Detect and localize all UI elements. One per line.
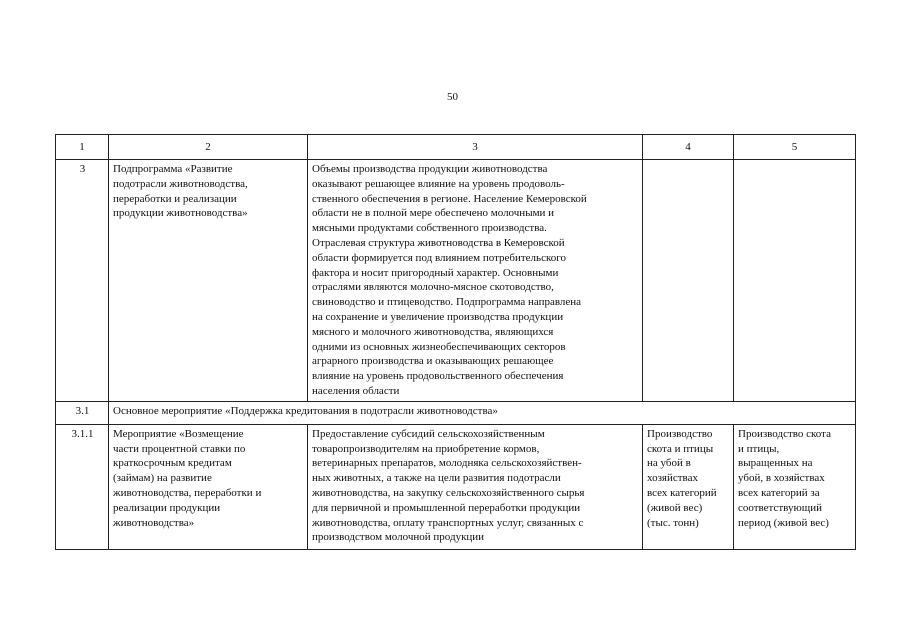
column-header: 4: [643, 135, 734, 160]
indicator-name: [643, 160, 734, 402]
column-header: 5: [734, 135, 856, 160]
page-number: 50: [447, 91, 458, 103]
indicator-name: Производство скота и птицы на убой в хозяйствах всех категорий (живой вес) (тыс. тонн): [643, 424, 734, 549]
activity-description: Предоставление субсидий сельскохозяйственным товаропроизводителям на приобретение кормов, ветеринарных препаратов, молодняка сельскохозяйствен- ных животных, а также на цели развития подотрасли животноводства, на закупку сельскохозяйственного сырья для первичной и промышленной переработки продукции животноводства, оплату транспортных услуг, связанных с производством молочной продукции: [308, 424, 643, 549]
row-number: 3.1: [56, 401, 109, 424]
indicator-method: Производство скота и птицы, выращенных на убой, в хозяйствах всех категорий за соответствующий период (живой вес): [734, 424, 856, 549]
table-row: [56, 401, 856, 424]
table-row: [56, 160, 856, 402]
subprogram-description: Объемы производства продукции животноводства оказывают решающее влияние на уровень продоволь- ственного обеспечения в регионе. Население Кемеровской области не в полной мере обеспечено молочными и мясными продуктами собственного производства. Отраслевая структура животноводства в Кемеровской области формируется под влиянием потребительского фактора и носит пригородный характер. Основными отраслями являются молочно-мясное скотоводство, свиноводство и птицеводство. Подпрограмма направлена на сохранение и увеличение производства продукции мясного и молочного животноводства, являющихся одними из основных жизнеобеспечивающих секторов аграрного производства и оказывающих решающее влияние на уровень продовольственного обеспечения населения области: [308, 160, 643, 402]
row-number: 3: [56, 160, 109, 402]
column-header: 3: [308, 135, 643, 160]
table-row: [56, 424, 856, 549]
indicator-method: [734, 160, 856, 402]
subprogram-name: Подпрограмма «Развитие подотрасли животноводства, переработки и реализации продукции животноводства»: [109, 160, 308, 402]
table-header-row: [56, 135, 856, 160]
column-header: 2: [109, 135, 308, 160]
row-number: 3.1.1: [56, 424, 109, 549]
program-table: [55, 134, 856, 550]
column-header: 1: [56, 135, 109, 160]
activity-name: Мероприятие «Возмещение части процентной ставки по краткосрочным кредитам (займам) на развитие животноводства, переработки и реализации продукции животноводства»: [109, 424, 308, 549]
main-activity-title: Основное мероприятие «Поддержка кредитования в подотрасли животноводства»: [109, 401, 856, 424]
